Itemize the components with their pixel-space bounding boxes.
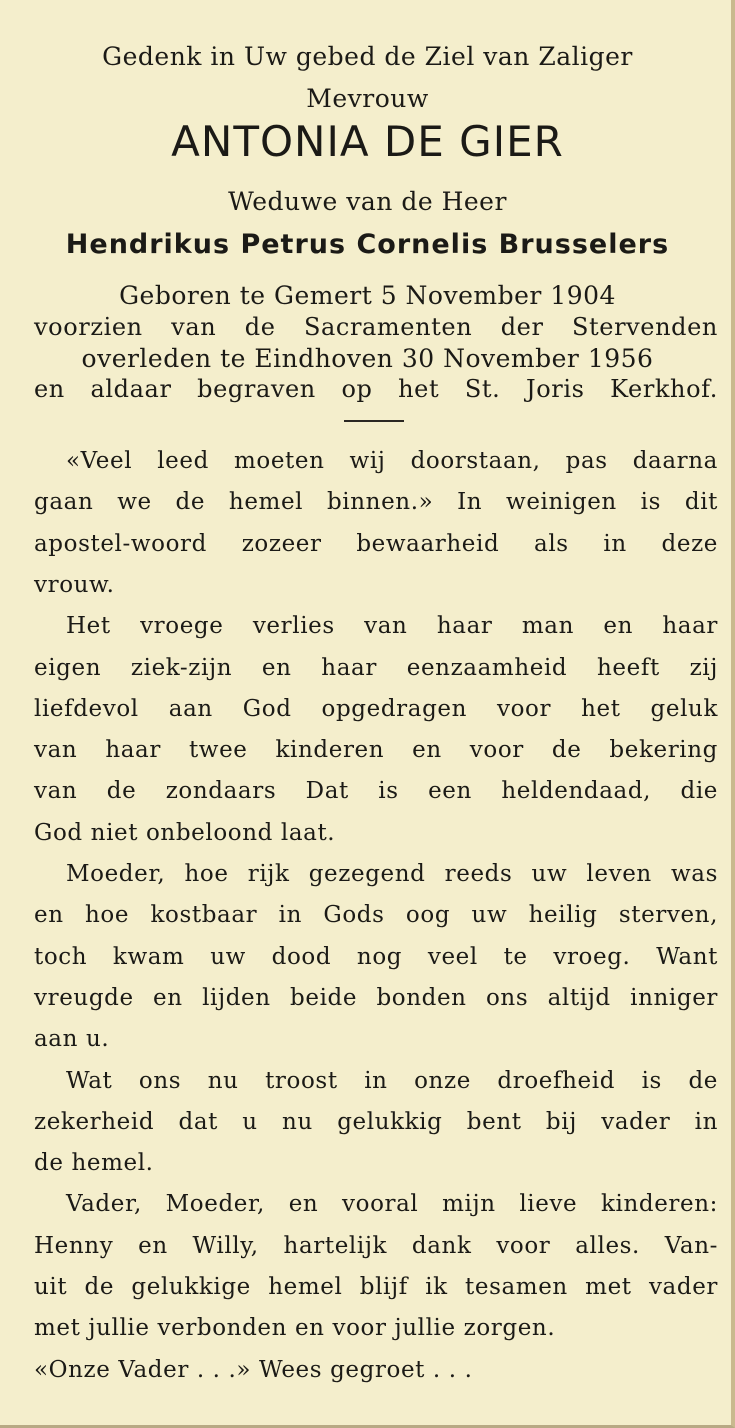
- body-line: de hemel.: [34, 1150, 154, 1177]
- body-line: Wat ons nu troost in onze droefheid is de: [66, 1067, 718, 1094]
- body-line: van haar twee kinderen en voor de bekering: [34, 737, 718, 764]
- date-line-died: overleden te Eindhoven 30 November 1956: [81, 344, 654, 373]
- body-line: eigen ziek-zijn en haar eenzaamheid heeft zij: [34, 654, 718, 681]
- body-line: en hoe kostbaar in Gods oog uw heilig sterven,: [34, 902, 718, 929]
- date-line-born: Geboren te Gemert 5 November 1904: [119, 281, 616, 310]
- body-line: toch kwam uw dood nog veel te vroeg. Want: [34, 943, 718, 970]
- body-line: gaan we de hemel binnen.» In weinigen is dit: [34, 489, 718, 516]
- widow-of-line: Weduwe van de Heer: [228, 187, 507, 216]
- body-line: «Veel leed moeten wij doorstaan, pas daarna: [66, 448, 718, 474]
- body-line: met jullie verbonden en voor jullie zorgen.: [34, 1315, 556, 1342]
- date-line-buried: en aldaar begraven op het St. Joris Kerkhof.: [34, 375, 718, 403]
- husband-name: Hendrikus Petrus Cornelis Brusselers: [65, 229, 670, 260]
- divider-rule: [344, 420, 404, 422]
- body-line: vrouw.: [34, 571, 115, 598]
- body-line: vreugde en lijden beide bonden ons altijd inniger: [34, 984, 718, 1011]
- body-line: Moeder, hoe rijk gezegend reeds uw leven was: [66, 861, 718, 887]
- deceased-name: ANTONIA DE GIER: [171, 117, 564, 166]
- header-line-mevrouw: Mevrouw: [306, 84, 429, 113]
- body-line: uit de gelukkige hemel blijf ik tesamen met vader: [34, 1274, 718, 1300]
- body-line: «Onze Vader . . .» Wees gegroet . . .: [34, 1356, 473, 1383]
- body-line: Vader, Moeder, en vooral mijn lieve kinderen:: [66, 1191, 718, 1218]
- body-line: apostel-woord zozeer bewaarheid als in deze: [34, 530, 718, 557]
- date-line-sacraments: voorzien van de Sacramenten der Stervenden: [34, 313, 718, 341]
- body-line: liefdevol aan God opgedragen voor het geluk: [34, 695, 718, 722]
- body-line: aan u.: [34, 1026, 110, 1053]
- body-line: God niet onbeloond laat.: [34, 819, 336, 846]
- body-line: zekerheid dat u nu gelukkig bent bij vader in: [34, 1108, 718, 1135]
- body-line: Het vroege verlies van haar man en haar: [66, 613, 718, 640]
- body-line: Henny en Willy, hartelijk dank voor alles. Van-: [34, 1232, 718, 1259]
- header-line-remember: Gedenk in Uw gebed de Ziel van Zaliger: [102, 42, 633, 71]
- body-line: van de zondaars Dat is een heldendaad, die: [34, 778, 718, 805]
